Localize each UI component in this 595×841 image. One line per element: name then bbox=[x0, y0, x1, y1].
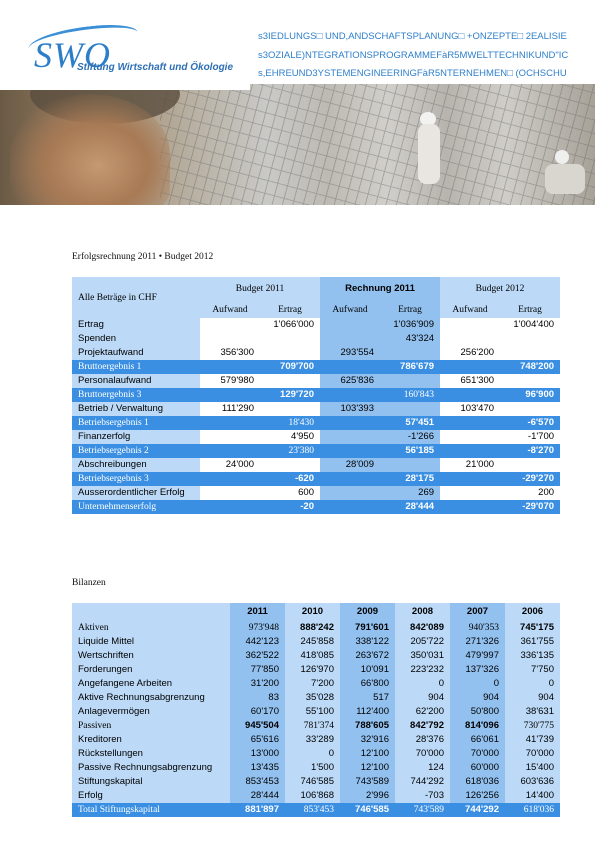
er-cell bbox=[320, 416, 380, 430]
er-cell: 96'900 bbox=[500, 388, 560, 402]
er-cell bbox=[320, 486, 380, 500]
bil-row-label: Aktiven bbox=[72, 621, 230, 635]
photo-face-shape bbox=[10, 94, 170, 205]
bil-cell: 137'326 bbox=[450, 663, 505, 677]
bil-row-label: Passiven bbox=[72, 719, 230, 733]
er-subheader: Aufwand bbox=[200, 301, 260, 318]
bil-cell: 842'089 bbox=[395, 621, 450, 635]
er-cell: -20 bbox=[260, 500, 320, 514]
er-cell: 28'009 bbox=[320, 458, 380, 472]
photo-worker-body bbox=[418, 124, 440, 184]
er-cell bbox=[500, 402, 560, 416]
er-cell bbox=[200, 360, 260, 374]
er-cell: 57'451 bbox=[380, 416, 440, 430]
photo-worker2-head bbox=[555, 150, 569, 164]
bil-cell: 263'672 bbox=[340, 649, 395, 663]
er-table-row bbox=[72, 402, 560, 416]
bil-cell: 55'100 bbox=[285, 705, 340, 719]
tagline-3: s,EHREUND3YSTEMENGINEERINGFàR5NTERNEHMEN□ (OCHSCHU bbox=[258, 68, 567, 79]
bil-cell: 12'100 bbox=[340, 761, 395, 775]
er-cell: 1'066'000 bbox=[260, 318, 320, 332]
bil-year-header: 2009 bbox=[340, 603, 395, 621]
er-cell bbox=[320, 318, 380, 332]
bil-cell: 788'605 bbox=[340, 719, 395, 733]
bil-cell: 205'722 bbox=[395, 635, 450, 649]
bil-cell: 418'085 bbox=[285, 649, 340, 663]
bil-year-header: 2006 bbox=[505, 603, 560, 621]
er-cell bbox=[500, 332, 560, 346]
er-cell bbox=[200, 444, 260, 458]
bil-cell: 853'453 bbox=[285, 803, 340, 817]
bil-cell: 603'636 bbox=[505, 775, 560, 789]
bil-year-header: 2010 bbox=[285, 603, 340, 621]
bil-cell: 70'000 bbox=[505, 747, 560, 761]
bil-row-label: Kreditoren bbox=[72, 733, 230, 747]
er-table-row bbox=[72, 486, 560, 500]
bil-cell: 62'200 bbox=[395, 705, 450, 719]
er-cell: -29'070 bbox=[500, 500, 560, 514]
er-cell bbox=[440, 416, 500, 430]
bil-cell: 245'858 bbox=[285, 635, 340, 649]
bil-cell: 271'326 bbox=[450, 635, 505, 649]
bil-cell: 126'256 bbox=[450, 789, 505, 803]
bil-cell: 350'031 bbox=[395, 649, 450, 663]
er-cell bbox=[440, 430, 500, 444]
er-cell bbox=[200, 388, 260, 402]
er-cell: -29'270 bbox=[500, 472, 560, 486]
er-row-label: Bruttoergebnis 3 bbox=[72, 388, 200, 402]
bil-cell: 13'000 bbox=[230, 747, 285, 761]
bil-table-row bbox=[72, 649, 560, 663]
er-cell: 56'185 bbox=[380, 444, 440, 458]
er-cell bbox=[380, 374, 440, 388]
bil-cell: 66'800 bbox=[340, 677, 395, 691]
bil-cell: 940'353 bbox=[450, 621, 505, 635]
er-table-row bbox=[72, 500, 560, 514]
bil-year-header: 2011 bbox=[230, 603, 285, 621]
er-cell: -1'700 bbox=[500, 430, 560, 444]
er-cell bbox=[440, 388, 500, 402]
bil-cell: 781'374 bbox=[285, 719, 340, 733]
bil-year-header: 2007 bbox=[450, 603, 505, 621]
er-cell bbox=[440, 444, 500, 458]
er-table-row bbox=[72, 346, 560, 360]
er-subheader: Aufwand bbox=[440, 301, 500, 318]
bil-corner-cell bbox=[72, 603, 230, 621]
bil-cell: 745'175 bbox=[505, 621, 560, 635]
bil-table-row bbox=[72, 677, 560, 691]
er-cell bbox=[500, 458, 560, 472]
bil-cell: 65'616 bbox=[230, 733, 285, 747]
er-label-header: Alle Beträge in CHF bbox=[72, 277, 200, 318]
er-cell: 748'200 bbox=[500, 360, 560, 374]
er-table-row bbox=[72, 374, 560, 388]
er-table-row bbox=[72, 430, 560, 444]
er-subheader: Ertrag bbox=[380, 301, 440, 318]
bil-cell: 517 bbox=[340, 691, 395, 705]
bil-cell: 904 bbox=[395, 691, 450, 705]
tagline-2: s3OZIALE)NTEGRATIONSPROGRAMMEFàR5MWELTTECHNIKUND"IC bbox=[258, 50, 569, 61]
bil-row-label: Passive Rechnungsabgrenzung bbox=[72, 761, 230, 775]
bil-cell: 70'000 bbox=[395, 747, 450, 761]
bil-cell: 106'868 bbox=[285, 789, 340, 803]
erfolgsrechnung-table bbox=[72, 277, 560, 514]
er-group-header: Budget 2011 bbox=[200, 277, 320, 301]
bil-cell: 7'750 bbox=[505, 663, 560, 677]
header-photo bbox=[0, 84, 595, 205]
er-cell bbox=[260, 374, 320, 388]
er-cell bbox=[440, 472, 500, 486]
bil-cell: 888'242 bbox=[285, 621, 340, 635]
er-cell bbox=[200, 500, 260, 514]
er-cell bbox=[320, 444, 380, 458]
bil-row-label: Total Stiftungskapital bbox=[72, 803, 230, 817]
er-cell: 356'300 bbox=[200, 346, 260, 360]
er-cell: 103'393 bbox=[320, 402, 380, 416]
bil-table-row bbox=[72, 663, 560, 677]
bil-cell: 338'122 bbox=[340, 635, 395, 649]
er-cell bbox=[320, 332, 380, 346]
er-cell bbox=[260, 458, 320, 472]
er-cell: 651'300 bbox=[440, 374, 500, 388]
bil-row-label: Angefangene Arbeiten bbox=[72, 677, 230, 691]
bil-cell: 112'400 bbox=[340, 705, 395, 719]
er-table-row bbox=[72, 458, 560, 472]
er-cell: 1'036'909 bbox=[380, 318, 440, 332]
bil-row-label: Anlagevermögen bbox=[72, 705, 230, 719]
erfolgsrechnung-title: Erfolgsrechnung 2011 • Budget 2012 bbox=[72, 252, 214, 262]
er-cell: -6'570 bbox=[500, 416, 560, 430]
er-table-row bbox=[72, 472, 560, 486]
er-table-row bbox=[72, 360, 560, 374]
er-table-row bbox=[72, 416, 560, 430]
er-subheader: Aufwand bbox=[320, 301, 380, 318]
bil-cell: 28'444 bbox=[230, 789, 285, 803]
bil-table-row bbox=[72, 747, 560, 761]
bil-cell: 60'170 bbox=[230, 705, 285, 719]
bil-cell: -703 bbox=[395, 789, 450, 803]
bil-cell: 7'200 bbox=[285, 677, 340, 691]
bil-row-label: Rückstellungen bbox=[72, 747, 230, 761]
er-cell: 21'000 bbox=[440, 458, 500, 472]
er-cell bbox=[320, 388, 380, 402]
er-cell bbox=[200, 318, 260, 332]
bil-table-row bbox=[72, 621, 560, 635]
er-row-label: Betriebsergebnis 2 bbox=[72, 444, 200, 458]
er-cell bbox=[260, 402, 320, 416]
er-table-row bbox=[72, 332, 560, 346]
bil-cell: 2'996 bbox=[340, 789, 395, 803]
er-row-label: Projektaufwand bbox=[72, 346, 200, 360]
bil-cell: 60'000 bbox=[450, 761, 505, 775]
bil-cell: 336'135 bbox=[505, 649, 560, 663]
bil-cell: 0 bbox=[450, 677, 505, 691]
er-row-label: Betriebsergebnis 1 bbox=[72, 416, 200, 430]
er-table-row bbox=[72, 318, 560, 332]
er-row-label: Finanzerfolg bbox=[72, 430, 200, 444]
er-cell bbox=[440, 360, 500, 374]
bil-cell: 13'435 bbox=[230, 761, 285, 775]
bil-cell: 35'028 bbox=[285, 691, 340, 705]
er-row-label: Ausserordentlicher Erfolg bbox=[72, 486, 200, 500]
er-header-row bbox=[72, 277, 560, 301]
bil-cell: 50'800 bbox=[450, 705, 505, 719]
er-cell: 28'444 bbox=[380, 500, 440, 514]
er-row-label: Bruttoergebnis 1 bbox=[72, 360, 200, 374]
bil-cell: 479'997 bbox=[450, 649, 505, 663]
bil-cell: 945'504 bbox=[230, 719, 285, 733]
bil-cell: 743'589 bbox=[340, 775, 395, 789]
bil-cell: 32'916 bbox=[340, 733, 395, 747]
bil-cell: 83 bbox=[230, 691, 285, 705]
bil-cell: 66'061 bbox=[450, 733, 505, 747]
er-row-label: Spenden bbox=[72, 332, 200, 346]
bil-cell: 77'850 bbox=[230, 663, 285, 677]
bil-cell: 904 bbox=[505, 691, 560, 705]
bilanzen-table bbox=[72, 603, 560, 817]
er-row-label: Betriebsergebnis 3 bbox=[72, 472, 200, 486]
bil-cell: 744'292 bbox=[395, 775, 450, 789]
er-cell: 28'175 bbox=[380, 472, 440, 486]
bil-table-row bbox=[72, 691, 560, 705]
solar-panel-pattern bbox=[160, 84, 595, 205]
bil-row-label: Forderungen bbox=[72, 663, 230, 677]
er-cell: 103'470 bbox=[440, 402, 500, 416]
bil-cell: 12'100 bbox=[340, 747, 395, 761]
bil-cell: 743'589 bbox=[395, 803, 450, 817]
er-cell: 625'836 bbox=[320, 374, 380, 388]
bil-cell: 791'601 bbox=[340, 621, 395, 635]
bil-cell: 881'897 bbox=[230, 803, 285, 817]
er-cell bbox=[200, 332, 260, 346]
er-cell bbox=[440, 500, 500, 514]
er-cell bbox=[500, 374, 560, 388]
er-cell: 200 bbox=[500, 486, 560, 500]
bil-cell: 618'036 bbox=[505, 803, 560, 817]
er-cell bbox=[500, 346, 560, 360]
er-table-row bbox=[72, 444, 560, 458]
bil-cell: 853'453 bbox=[230, 775, 285, 789]
er-cell: 24'000 bbox=[200, 458, 260, 472]
bil-cell: 842'792 bbox=[395, 719, 450, 733]
er-cell bbox=[260, 346, 320, 360]
er-cell: 709'700 bbox=[260, 360, 320, 374]
bil-cell: 33'289 bbox=[285, 733, 340, 747]
er-cell bbox=[320, 360, 380, 374]
bil-table-row bbox=[72, 803, 560, 817]
logo bbox=[0, 0, 250, 90]
er-cell: 579'980 bbox=[200, 374, 260, 388]
bil-cell: 814'096 bbox=[450, 719, 505, 733]
bil-table-row bbox=[72, 705, 560, 719]
er-cell bbox=[200, 416, 260, 430]
er-cell: 4'950 bbox=[260, 430, 320, 444]
bil-cell: 41'739 bbox=[505, 733, 560, 747]
bil-row-label: Wertschriften bbox=[72, 649, 230, 663]
logo-subtitle: Stiftung Wirtschaft und Ökologie bbox=[77, 62, 234, 73]
er-cell bbox=[200, 486, 260, 500]
bil-cell: 361'755 bbox=[505, 635, 560, 649]
er-row-label: Unternehmenserfolg bbox=[72, 500, 200, 514]
er-group-header: Budget 2012 bbox=[440, 277, 560, 301]
er-cell: 269 bbox=[380, 486, 440, 500]
er-cell bbox=[200, 430, 260, 444]
bil-cell: 14'400 bbox=[505, 789, 560, 803]
bil-cell: 362'522 bbox=[230, 649, 285, 663]
bil-cell: 0 bbox=[285, 747, 340, 761]
bil-header-row bbox=[72, 603, 560, 621]
bil-table-row bbox=[72, 789, 560, 803]
bil-cell: 70'000 bbox=[450, 747, 505, 761]
bil-cell: 10'091 bbox=[340, 663, 395, 677]
photo-worker2-body bbox=[545, 164, 585, 194]
bil-cell: 38'631 bbox=[505, 705, 560, 719]
bil-cell: 1'500 bbox=[285, 761, 340, 775]
er-cell bbox=[200, 472, 260, 486]
er-cell bbox=[320, 500, 380, 514]
bil-cell: 223'232 bbox=[395, 663, 450, 677]
er-cell bbox=[320, 430, 380, 444]
bil-cell: 746'585 bbox=[285, 775, 340, 789]
er-cell: 23'380 bbox=[260, 444, 320, 458]
bil-table-row bbox=[72, 733, 560, 747]
bil-cell: 0 bbox=[505, 677, 560, 691]
bil-row-label: Erfolg bbox=[72, 789, 230, 803]
er-cell: 256'200 bbox=[440, 346, 500, 360]
bil-cell: 730'775 bbox=[505, 719, 560, 733]
bil-cell: 746'585 bbox=[340, 803, 395, 817]
bil-cell: 0 bbox=[395, 677, 450, 691]
bil-row-label: Aktive Rechnungsabgrenzung bbox=[72, 691, 230, 705]
er-cell: 1'004'400 bbox=[500, 318, 560, 332]
bil-table-row bbox=[72, 761, 560, 775]
er-cell bbox=[440, 318, 500, 332]
er-cell bbox=[440, 486, 500, 500]
er-cell: 160'843 bbox=[380, 388, 440, 402]
er-cell: 18'430 bbox=[260, 416, 320, 430]
bil-cell: 618'036 bbox=[450, 775, 505, 789]
bil-table-row bbox=[72, 719, 560, 733]
er-row-label: Betrieb / Verwaltung bbox=[72, 402, 200, 416]
bil-cell: 28'376 bbox=[395, 733, 450, 747]
bil-table-row bbox=[72, 775, 560, 789]
bil-cell: 31'200 bbox=[230, 677, 285, 691]
er-cell: -8'270 bbox=[500, 444, 560, 458]
er-row-label: Abschreibungen bbox=[72, 458, 200, 472]
er-row-label: Personalaufwand bbox=[72, 374, 200, 388]
er-table-row bbox=[72, 388, 560, 402]
page-header bbox=[0, 0, 595, 205]
bil-cell: 15'400 bbox=[505, 761, 560, 775]
er-cell bbox=[440, 332, 500, 346]
er-cell: -620 bbox=[260, 472, 320, 486]
bil-cell: 904 bbox=[450, 691, 505, 705]
er-cell: 786'679 bbox=[380, 360, 440, 374]
er-cell bbox=[320, 472, 380, 486]
er-cell: 293'554 bbox=[320, 346, 380, 360]
er-cell: 43'324 bbox=[380, 332, 440, 346]
er-subheader: Ertrag bbox=[260, 301, 320, 318]
bil-row-label: Liquide Mittel bbox=[72, 635, 230, 649]
er-cell bbox=[380, 402, 440, 416]
bil-row-label: Stiftungskapital bbox=[72, 775, 230, 789]
bil-table-row bbox=[72, 635, 560, 649]
er-cell: 111'290 bbox=[200, 402, 260, 416]
tagline-1: s3IEDLUNGS□ UND,ANDSCHAFTSPLANUNG□ +ONZEPTE□ 2EALISIE bbox=[258, 31, 567, 42]
bil-year-header: 2008 bbox=[395, 603, 450, 621]
er-cell bbox=[380, 346, 440, 360]
bilanzen-title: Bilanzen bbox=[72, 578, 106, 588]
er-cell: -1'266 bbox=[380, 430, 440, 444]
er-cell bbox=[260, 332, 320, 346]
er-row-label: Ertrag bbox=[72, 318, 200, 332]
bil-cell: 973'948 bbox=[230, 621, 285, 635]
er-group-header: Rechnung 2011 bbox=[320, 277, 440, 301]
bil-cell: 124 bbox=[395, 761, 450, 775]
bil-cell: 744'292 bbox=[450, 803, 505, 817]
bil-cell: 126'970 bbox=[285, 663, 340, 677]
er-cell: 600 bbox=[260, 486, 320, 500]
er-cell bbox=[380, 458, 440, 472]
er-cell: 129'720 bbox=[260, 388, 320, 402]
er-subheader: Ertrag bbox=[500, 301, 560, 318]
bil-cell: 442'123 bbox=[230, 635, 285, 649]
logo-text: SWO bbox=[34, 35, 111, 75]
